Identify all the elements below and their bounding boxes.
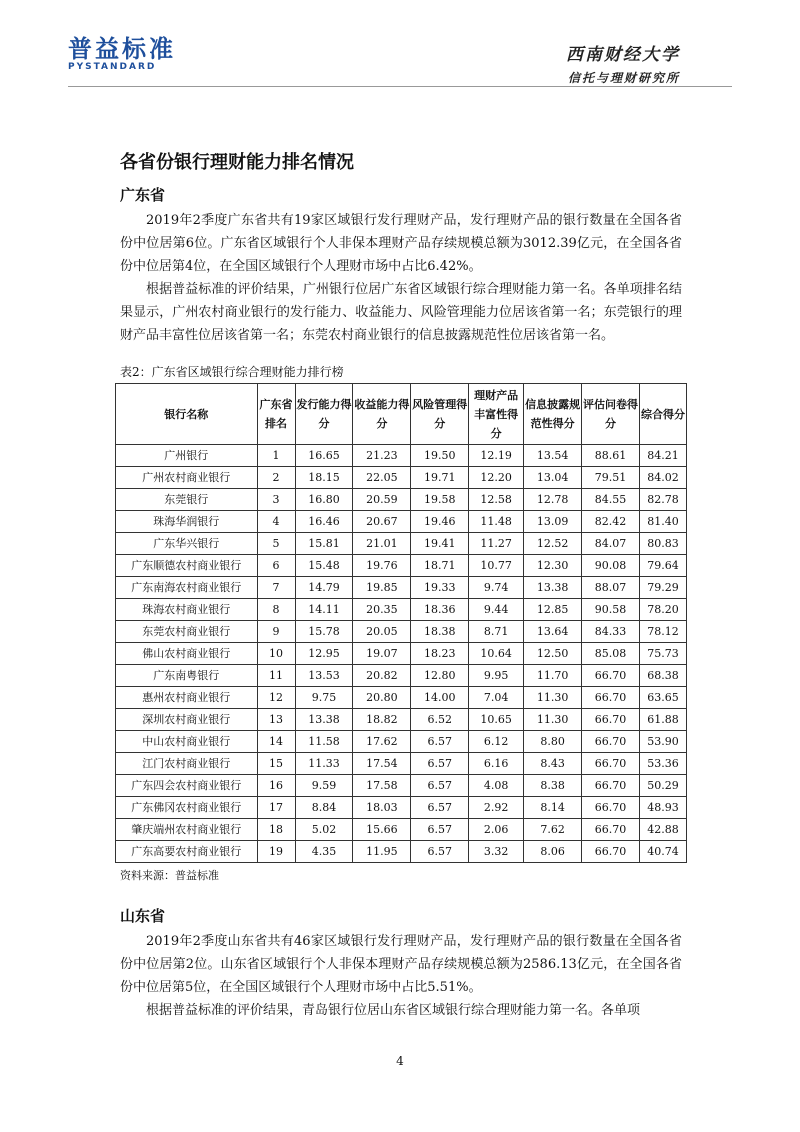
table-cell: 61.88 xyxy=(639,709,686,731)
university-name: 西南财经大学 xyxy=(566,45,680,65)
table-cell: 18.71 xyxy=(411,555,469,577)
table-cell: 16.46 xyxy=(295,511,353,533)
table-cell: 66.70 xyxy=(582,731,640,753)
table-cell: 1 xyxy=(257,445,295,467)
table-cell: 15.48 xyxy=(295,555,353,577)
table-cell: 50.29 xyxy=(639,775,686,797)
table-cell: 5 xyxy=(257,533,295,555)
table-cell: 42.88 xyxy=(639,819,686,841)
table-cell: 12.19 xyxy=(469,445,524,467)
table-cell: 19.41 xyxy=(411,533,469,555)
table-cell: 85.08 xyxy=(582,643,640,665)
pystandard-logo xyxy=(68,36,176,72)
university-logo xyxy=(566,40,680,86)
table-cell: 东莞银行 xyxy=(116,489,258,511)
table-row xyxy=(116,709,687,731)
table-cell: 广东高要农村商业银行 xyxy=(116,841,258,863)
table-cell: 东莞农村商业银行 xyxy=(116,621,258,643)
table-row xyxy=(116,577,687,599)
table-cell: 20.67 xyxy=(353,511,411,533)
table-cell: 3 xyxy=(257,489,295,511)
table-cell: 11.30 xyxy=(524,687,582,709)
table-cell: 珠海农村商业银行 xyxy=(116,599,258,621)
table-cell: 19 xyxy=(257,841,295,863)
table-cell: 18.36 xyxy=(411,599,469,621)
table-cell: 84.55 xyxy=(582,489,640,511)
table-cell: 11.58 xyxy=(295,731,353,753)
table-cell: 12.52 xyxy=(524,533,582,555)
table-cell: 11.48 xyxy=(469,511,524,533)
table-cell: 肇庆端州农村商业银行 xyxy=(116,819,258,841)
table-cell: 12.78 xyxy=(524,489,582,511)
table-cell: 11.70 xyxy=(524,665,582,687)
table-cell: 6.57 xyxy=(411,753,469,775)
table-cell: 15.66 xyxy=(353,819,411,841)
page-number: 4 xyxy=(396,1054,404,1068)
table-row xyxy=(116,489,687,511)
table-cell: 7.04 xyxy=(469,687,524,709)
table-cell: 16.80 xyxy=(295,489,353,511)
table-cell: 6.57 xyxy=(411,775,469,797)
table-cell: 16 xyxy=(257,775,295,797)
table-cell: 8.84 xyxy=(295,797,353,819)
table-cell: 江门农村商业银行 xyxy=(116,753,258,775)
table-cell: 18.23 xyxy=(411,643,469,665)
table-row xyxy=(116,445,687,467)
table-row xyxy=(116,533,687,555)
table-cell: 11.30 xyxy=(524,709,582,731)
table-cell: 79.29 xyxy=(639,577,686,599)
table-cell: 53.90 xyxy=(639,731,686,753)
table-cell: 66.70 xyxy=(582,753,640,775)
table-row xyxy=(116,511,687,533)
table-cell: 13.04 xyxy=(524,467,582,489)
institute-name: 信托与理财研究所 xyxy=(567,71,680,85)
table-cell: 12.95 xyxy=(295,643,353,665)
table-cell: 12.50 xyxy=(524,643,582,665)
table-cell: 40.74 xyxy=(639,841,686,863)
table-cell: 13.38 xyxy=(295,709,353,731)
table-cell: 17 xyxy=(257,797,295,819)
table-cell: 82.78 xyxy=(639,489,686,511)
header-survey: 评估问卷得分 xyxy=(582,384,640,445)
table-cell: 珠海华润银行 xyxy=(116,511,258,533)
table-cell: 4.08 xyxy=(469,775,524,797)
guangdong-title: 广东省 xyxy=(120,186,166,204)
table-cell: 12.85 xyxy=(524,599,582,621)
shandong-paragraph-2: 根据普益标准的评价结果，青岛银行位居山东省区域银行综合理财能力第一名。各单项 xyxy=(146,1003,641,1018)
table-cell: 9.59 xyxy=(295,775,353,797)
table-row xyxy=(116,467,687,489)
table-cell: 78.20 xyxy=(639,599,686,621)
table-cell: 18.38 xyxy=(411,621,469,643)
table-cell: 17.62 xyxy=(353,731,411,753)
section-title: 各省份银行理财能力排名情况 xyxy=(120,152,354,173)
table-row xyxy=(116,665,687,687)
table-cell: 9.75 xyxy=(295,687,353,709)
logo-cn: 普益标准 xyxy=(68,35,176,63)
source-note: 资料来源：普益标准 xyxy=(120,869,219,882)
header-bank-name: 银行名称 xyxy=(116,384,258,445)
table-cell: 12.80 xyxy=(411,665,469,687)
table-cell: 18.82 xyxy=(353,709,411,731)
table-cell: 中山农村商业银行 xyxy=(116,731,258,753)
table-cell: 18.15 xyxy=(295,467,353,489)
header-return: 收益能力得分 xyxy=(353,384,411,445)
logo-en: PYSTANDARD xyxy=(68,62,157,72)
table-cell: 12.30 xyxy=(524,555,582,577)
table-cell: 19.50 xyxy=(411,445,469,467)
table-cell: 90.08 xyxy=(582,555,640,577)
table-cell: 66.70 xyxy=(582,841,640,863)
table-cell: 12.58 xyxy=(469,489,524,511)
table-row xyxy=(116,599,687,621)
table-cell: 12.20 xyxy=(469,467,524,489)
table-cell: 84.33 xyxy=(582,621,640,643)
table-cell: 10.64 xyxy=(469,643,524,665)
table-cell: 6.12 xyxy=(469,731,524,753)
table-cell: 11.33 xyxy=(295,753,353,775)
table-cell: 19.58 xyxy=(411,489,469,511)
table-cell: 13 xyxy=(257,709,295,731)
table-cell: 惠州农村商业银行 xyxy=(116,687,258,709)
table-cell: 2.92 xyxy=(469,797,524,819)
table-cell: 6.57 xyxy=(411,797,469,819)
table-cell: 19.85 xyxy=(353,577,411,599)
table-cell: 79.64 xyxy=(639,555,686,577)
page-content xyxy=(120,148,685,1022)
table-cell: 8.71 xyxy=(469,621,524,643)
table-body xyxy=(116,445,687,863)
table-row xyxy=(116,797,687,819)
table-cell: 88.07 xyxy=(582,577,640,599)
table-cell: 8 xyxy=(257,599,295,621)
table-cell: 88.61 xyxy=(582,445,640,467)
table-cell: 6.57 xyxy=(411,841,469,863)
table-cell: 2.06 xyxy=(469,819,524,841)
table-cell: 19.33 xyxy=(411,577,469,599)
table-cell: 广东顺德农村商业银行 xyxy=(116,555,258,577)
table-cell: 13.09 xyxy=(524,511,582,533)
table-cell: 14.00 xyxy=(411,687,469,709)
table-cell: 20.35 xyxy=(353,599,411,621)
table-cell: 13.38 xyxy=(524,577,582,599)
table-cell: 8.14 xyxy=(524,797,582,819)
table-cell: 8.80 xyxy=(524,731,582,753)
table-row xyxy=(116,775,687,797)
table-cell: 66.70 xyxy=(582,797,640,819)
table-cell: 16.65 xyxy=(295,445,353,467)
table-cell: 14.79 xyxy=(295,577,353,599)
table-cell: 10.77 xyxy=(469,555,524,577)
table-cell: 8.06 xyxy=(524,841,582,863)
table-cell: 广东佛冈农村商业银行 xyxy=(116,797,258,819)
table-cell: 19.07 xyxy=(353,643,411,665)
table-row xyxy=(116,555,687,577)
table-cell: 15.78 xyxy=(295,621,353,643)
table-cell: 9.95 xyxy=(469,665,524,687)
table-cell: 9.44 xyxy=(469,599,524,621)
table-cell: 3.32 xyxy=(469,841,524,863)
header-risk: 风险管理得分 xyxy=(411,384,469,445)
table-cell: 6.52 xyxy=(411,709,469,731)
table-cell: 21.23 xyxy=(353,445,411,467)
table-cell: 14.11 xyxy=(295,599,353,621)
table-cell: 6.16 xyxy=(469,753,524,775)
table-row xyxy=(116,819,687,841)
table-cell: 9.74 xyxy=(469,577,524,599)
table-cell: 广州农村商业银行 xyxy=(116,467,258,489)
table-cell: 63.65 xyxy=(639,687,686,709)
table-cell: 10.65 xyxy=(469,709,524,731)
table-cell: 66.70 xyxy=(582,709,640,731)
table-cell: 广州银行 xyxy=(116,445,258,467)
table-cell: 15.81 xyxy=(295,533,353,555)
table-cell: 79.51 xyxy=(582,467,640,489)
table-row xyxy=(116,841,687,863)
table-cell: 21.01 xyxy=(353,533,411,555)
table-cell: 12 xyxy=(257,687,295,709)
header-rank: 广东省排名 xyxy=(257,384,295,445)
table-cell: 75.73 xyxy=(639,643,686,665)
table-cell: 15 xyxy=(257,753,295,775)
table-cell: 80.83 xyxy=(639,533,686,555)
table-cell: 11.27 xyxy=(469,533,524,555)
table-cell: 2 xyxy=(257,467,295,489)
table-row xyxy=(116,731,687,753)
table-cell: 14 xyxy=(257,731,295,753)
table-cell: 78.12 xyxy=(639,621,686,643)
table-cell: 48.93 xyxy=(639,797,686,819)
table-cell: 84.21 xyxy=(639,445,686,467)
table-cell: 66.70 xyxy=(582,819,640,841)
table-cell: 18.03 xyxy=(353,797,411,819)
table-cell: 广东南海农村商业银行 xyxy=(116,577,258,599)
table-cell: 6.57 xyxy=(411,819,469,841)
table-cell: 广东华兴银行 xyxy=(116,533,258,555)
table-cell: 8.38 xyxy=(524,775,582,797)
table-row xyxy=(116,621,687,643)
table-cell: 4 xyxy=(257,511,295,533)
table-cell: 4.35 xyxy=(295,841,353,863)
table-cell: 53.36 xyxy=(639,753,686,775)
table-cell: 6.57 xyxy=(411,731,469,753)
table-caption: 表2：广东省区域银行综合理财能力排行榜 xyxy=(120,365,344,379)
table-row xyxy=(116,643,687,665)
table-cell: 66.70 xyxy=(582,775,640,797)
table-cell: 广东四会农村商业银行 xyxy=(116,775,258,797)
table-cell: 佛山农村商业银行 xyxy=(116,643,258,665)
table-cell: 11.95 xyxy=(353,841,411,863)
table-cell: 84.02 xyxy=(639,467,686,489)
table-cell: 22.05 xyxy=(353,467,411,489)
table-row xyxy=(116,753,687,775)
table-cell: 13.64 xyxy=(524,621,582,643)
table-cell: 19.46 xyxy=(411,511,469,533)
ranking-table xyxy=(115,383,687,863)
table-cell: 9 xyxy=(257,621,295,643)
table-header-row xyxy=(116,384,687,445)
shandong-paragraph-1: 2019年2季度山东省共有46家区域银行发行理财产品，发行理财产品的银行数量在全国各省份中位居第2位。山东省区域银行个人非保本理财产品存续规模总额为2586.13亿元，在全国各省份中位居第5位，在全国区域银行个人理财市场中占比5.51%。 xyxy=(120,934,682,995)
header-total: 综合得分 xyxy=(639,384,686,445)
table-row xyxy=(116,687,687,709)
table-cell: 18 xyxy=(257,819,295,841)
shandong-section xyxy=(120,905,682,1022)
table-cell: 20.59 xyxy=(353,489,411,511)
table-cell: 13.53 xyxy=(295,665,353,687)
table-cell: 17.54 xyxy=(353,753,411,775)
table-cell: 66.70 xyxy=(582,687,640,709)
table-cell: 7.62 xyxy=(524,819,582,841)
table-cell: 6 xyxy=(257,555,295,577)
table-cell: 68.38 xyxy=(639,665,686,687)
header-divider xyxy=(68,86,732,87)
table-cell: 5.02 xyxy=(295,819,353,841)
table-cell: 17.58 xyxy=(353,775,411,797)
table-cell: 20.82 xyxy=(353,665,411,687)
table-cell: 13.54 xyxy=(524,445,582,467)
header-richness: 理财产品丰富性得分 xyxy=(469,384,524,445)
guangdong-paragraph-1: 2019年2季度广东省共有19家区域银行发行理财产品，发行理财产品的银行数量在全国各省份中位居第6位。广东省区域银行个人非保本理财产品存续规模总额为3012.39亿元，在全国各省份中位居第4位，在全国区域银行个人理财市场中占比6.42%。 xyxy=(120,213,682,274)
table-cell: 8.43 xyxy=(524,753,582,775)
table-cell: 7 xyxy=(257,577,295,599)
table-cell: 81.40 xyxy=(639,511,686,533)
table-cell: 90.58 xyxy=(582,599,640,621)
table-cell: 84.07 xyxy=(582,533,640,555)
shandong-title: 山东省 xyxy=(120,907,166,925)
table-cell: 11 xyxy=(257,665,295,687)
header-issuance: 发行能力得分 xyxy=(295,384,353,445)
header-disclosure: 信息披露规范性得分 xyxy=(524,384,582,445)
table-cell: 19.71 xyxy=(411,467,469,489)
guangdong-paragraph-2: 根据普益标准的评价结果，广州银行位居广东省区域银行综合理财能力第一名。各单项排名结果显示，广州农村商业银行的发行能力、收益能力、风险管理能力位居该省第一名；东莞银行的理财产品丰富性位居该省第一名；东莞农村商业银行的信息披露规范性位居该省第一名。 xyxy=(120,282,682,343)
table-cell: 19.76 xyxy=(353,555,411,577)
table-cell: 广东南粤银行 xyxy=(116,665,258,687)
table-cell: 10 xyxy=(257,643,295,665)
table-cell: 66.70 xyxy=(582,665,640,687)
table-cell: 82.42 xyxy=(582,511,640,533)
table-cell: 20.05 xyxy=(353,621,411,643)
table-cell: 深圳农村商业银行 xyxy=(116,709,258,731)
table-cell: 20.80 xyxy=(353,687,411,709)
